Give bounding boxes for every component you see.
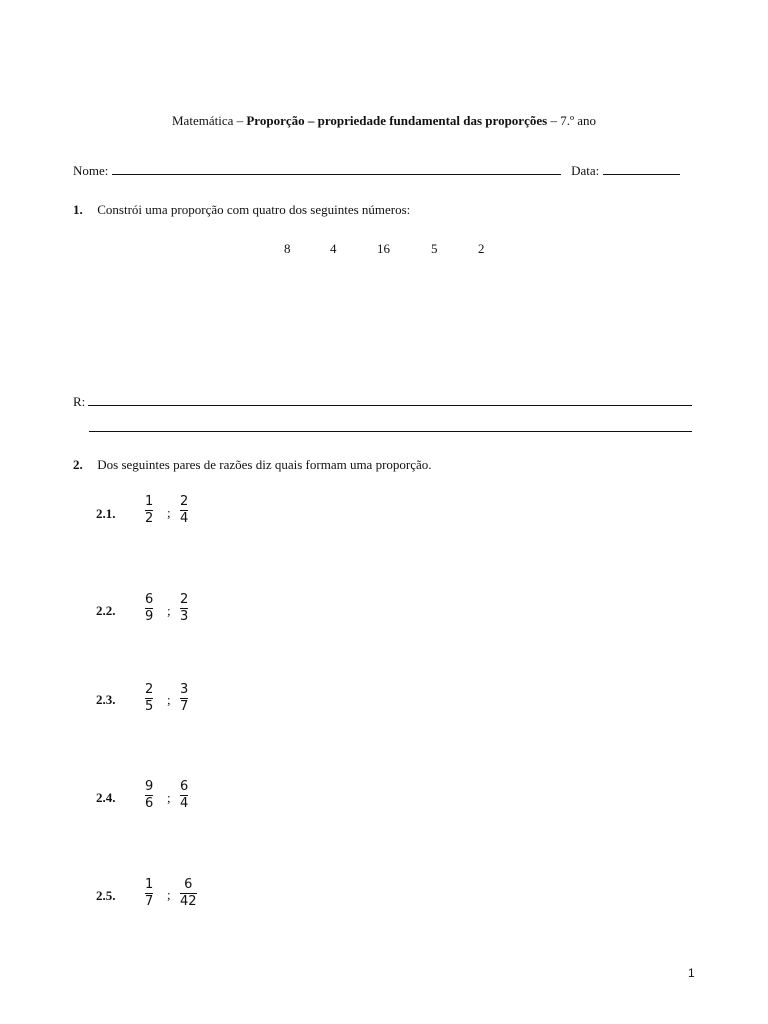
- date-label: Data:: [571, 163, 600, 178]
- fraction-denominator: 4: [180, 796, 189, 811]
- fraction: [180, 780, 188, 811]
- fraction-numerator: 1: [145, 494, 154, 509]
- fraction: [180, 593, 188, 624]
- fraction: [145, 593, 153, 624]
- answer-line[interactable]: [89, 431, 692, 432]
- answer-label: R:: [73, 394, 86, 409]
- separator: ;: [167, 505, 171, 520]
- fraction-numerator: 6: [184, 877, 193, 892]
- fraction: [145, 683, 153, 714]
- item-label: 2.3.: [96, 692, 116, 707]
- number-item: 16: [377, 241, 390, 256]
- title-grade: – 7.º ano: [547, 113, 596, 128]
- title-topic: Proporção – propriedade fundamental das proporções: [246, 113, 548, 128]
- item-label: 2.1.: [96, 506, 116, 521]
- item-label: 2.2.: [96, 603, 116, 618]
- question-2-number: 2.: [73, 457, 83, 472]
- fraction: [145, 878, 153, 909]
- fraction-numerator: 9: [145, 779, 154, 794]
- page-title: [0, 113, 768, 129]
- question-1-text: Constrói uma proporção com quatro dos seguintes números:: [97, 202, 411, 217]
- number-list: [0, 241, 768, 259]
- fraction-numerator: 2: [180, 494, 189, 509]
- fraction-denominator: 2: [145, 511, 154, 526]
- name-label: Nome:: [73, 163, 109, 178]
- number-item: 2: [478, 241, 485, 256]
- fraction-denominator: 42: [180, 894, 197, 909]
- fraction-denominator: 7: [180, 699, 189, 714]
- fraction-numerator: 6: [145, 592, 154, 607]
- fraction: [180, 495, 188, 526]
- question-1-number: 1.: [73, 202, 83, 217]
- fraction-denominator: 7: [145, 894, 154, 909]
- name-date-row: [73, 163, 680, 179]
- fraction-denominator: 4: [180, 511, 189, 526]
- separator: ;: [167, 603, 171, 618]
- answer-line[interactable]: [88, 405, 692, 406]
- separator: ;: [167, 790, 171, 805]
- fraction-numerator: 6: [180, 779, 189, 794]
- fraction-denominator: 9: [145, 609, 154, 624]
- question-2: [73, 457, 432, 473]
- fraction: [145, 495, 153, 526]
- fraction: [180, 878, 197, 909]
- item-label: 2.4.: [96, 790, 116, 805]
- fraction-denominator: 6: [145, 796, 154, 811]
- question-2-text: Dos seguintes pares de razões diz quais formam uma proporção.: [97, 457, 432, 472]
- fraction-numerator: 2: [145, 682, 154, 697]
- fraction: [180, 683, 188, 714]
- question-1: [73, 202, 410, 218]
- name-field-line[interactable]: [112, 163, 561, 175]
- fraction-denominator: 5: [145, 699, 154, 714]
- fraction: [145, 780, 153, 811]
- title-subject: Matemática –: [172, 113, 247, 128]
- date-field-line[interactable]: [603, 163, 680, 175]
- fraction-denominator: 3: [180, 609, 189, 624]
- fraction-numerator: 2: [180, 592, 189, 607]
- fraction-numerator: 1: [145, 877, 154, 892]
- separator: ;: [167, 887, 171, 902]
- item-label: 2.5.: [96, 888, 116, 903]
- number-item: 4: [330, 241, 337, 256]
- separator: ;: [167, 692, 171, 707]
- page-number: 1: [688, 966, 695, 980]
- fraction-numerator: 3: [180, 682, 189, 697]
- number-item: 8: [284, 241, 291, 256]
- number-item: 5: [431, 241, 438, 256]
